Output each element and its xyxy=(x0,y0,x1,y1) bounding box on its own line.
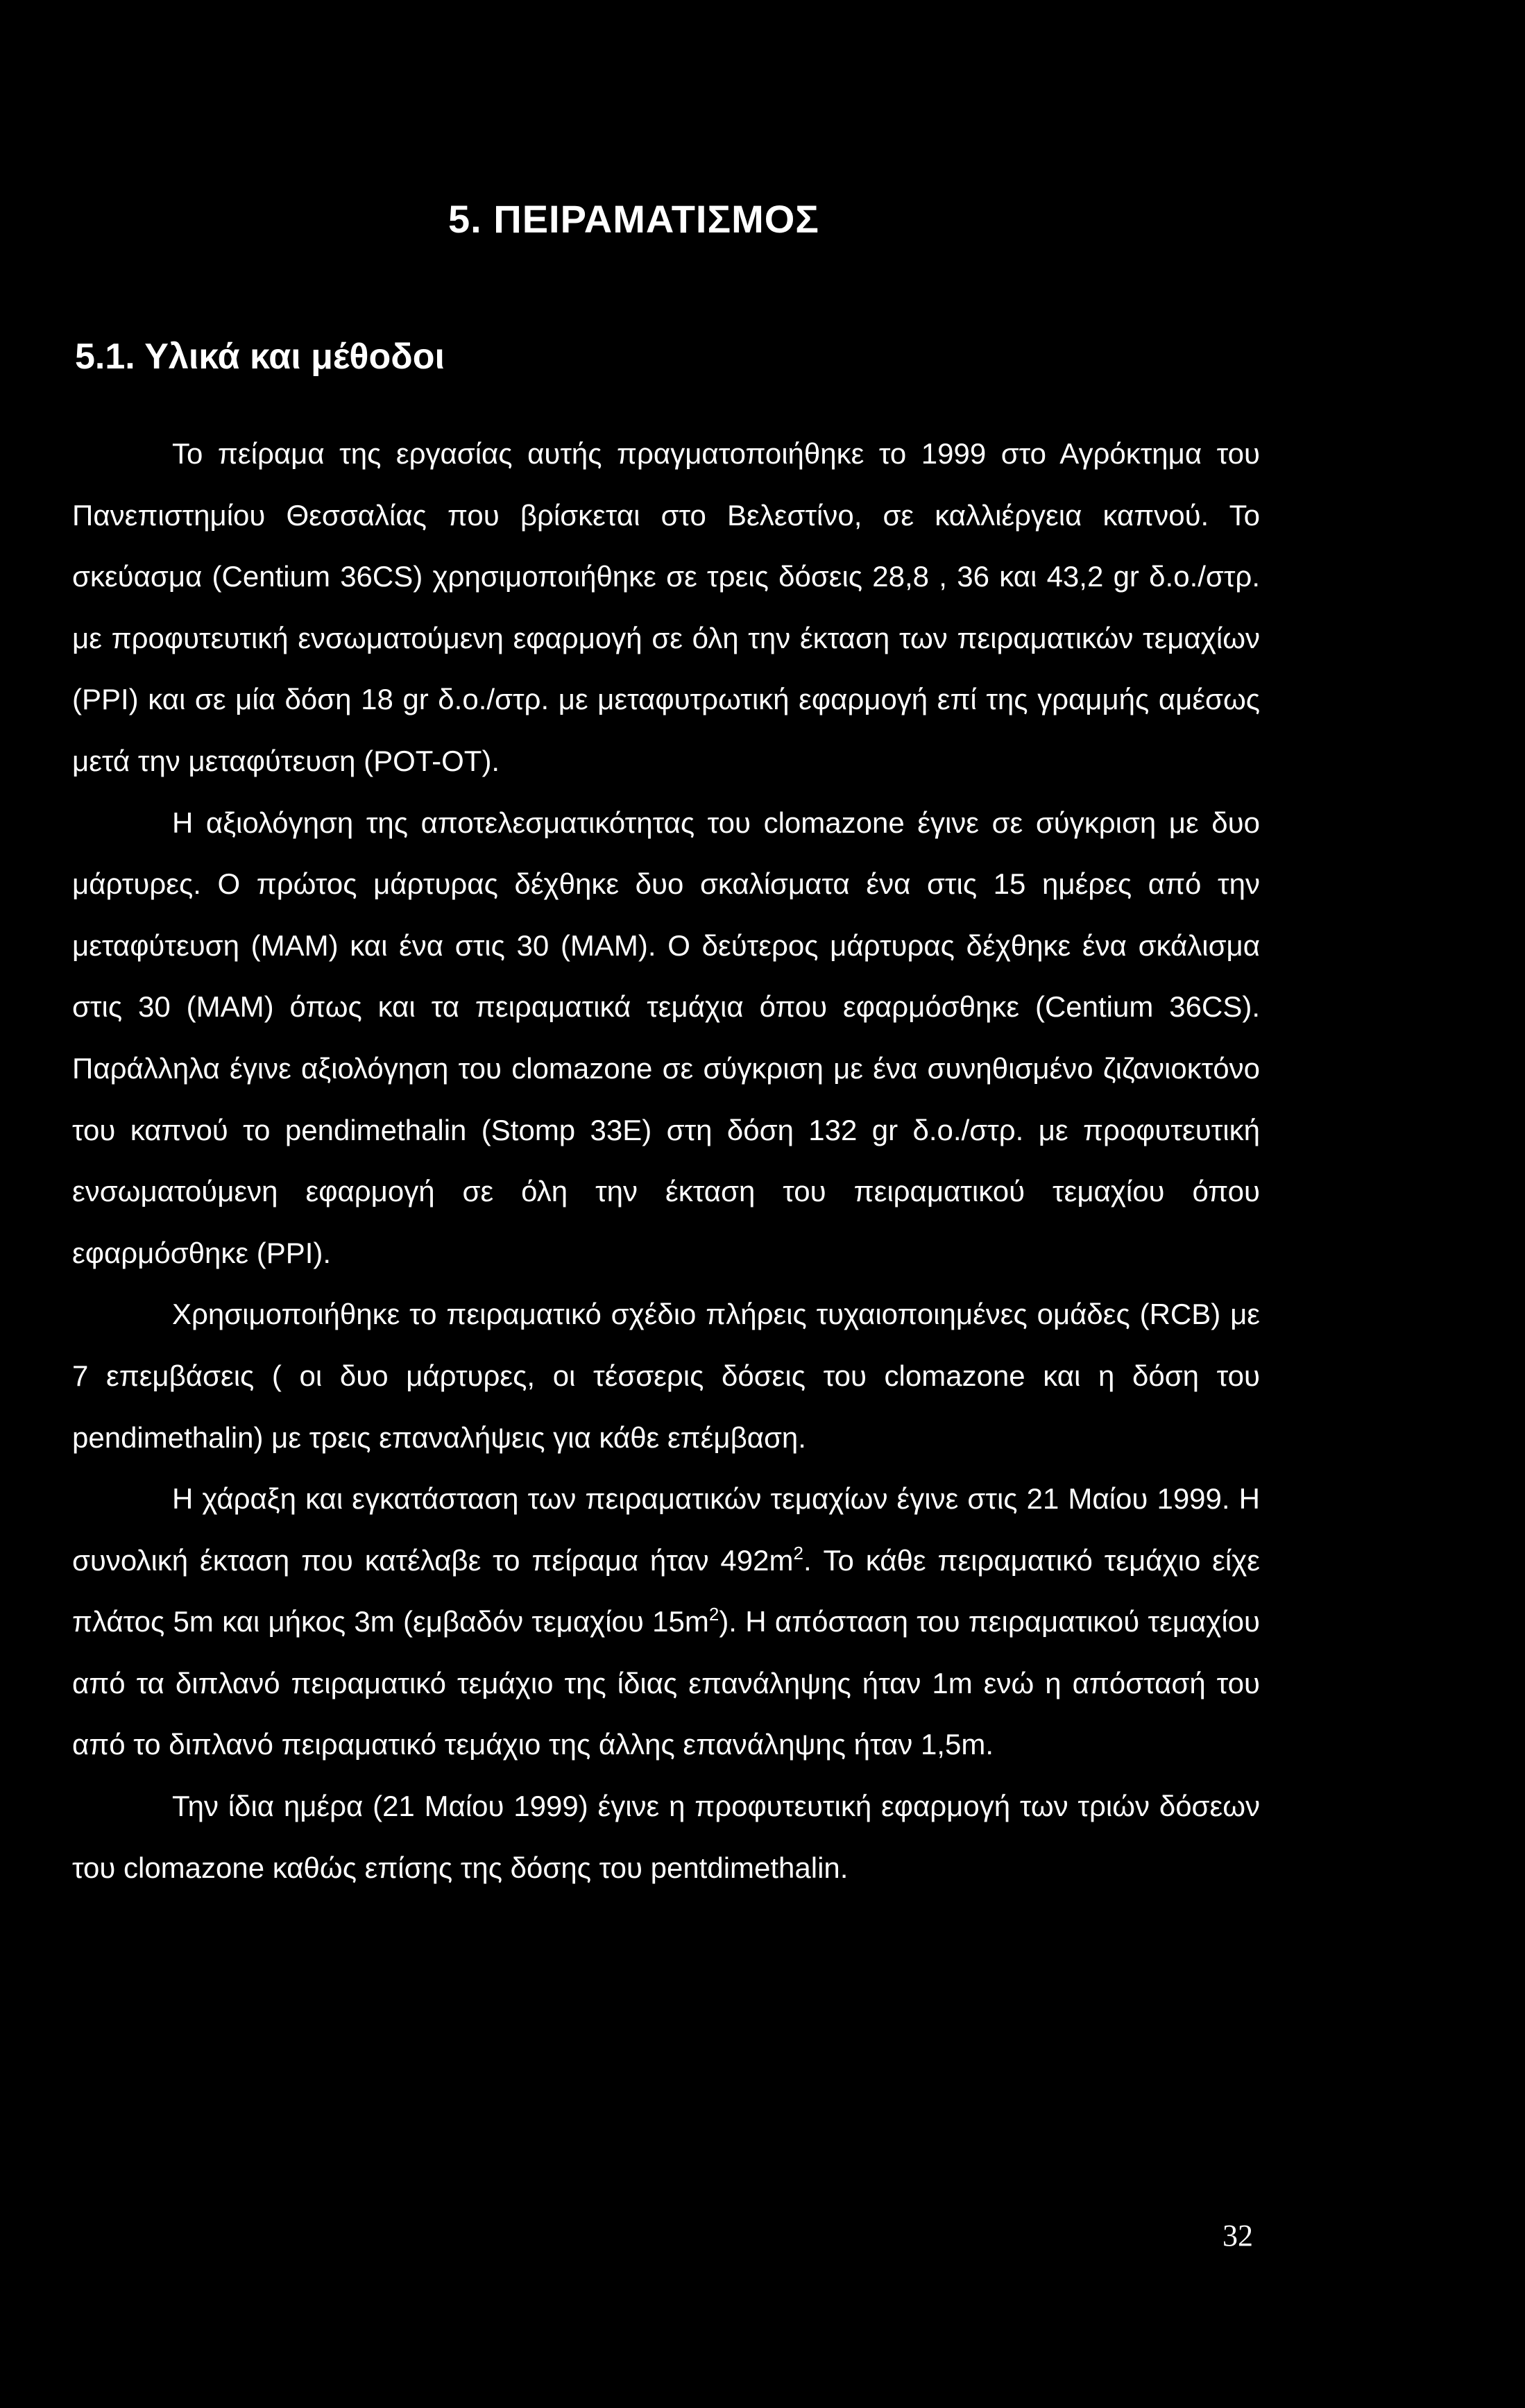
body-text xyxy=(72,423,1260,1899)
page-number: 32 xyxy=(1222,2219,1253,2253)
superscript-area-plot: 2 xyxy=(708,1604,719,1625)
paragraph-design: Χρησιμοποιήθηκε το πειραματικό σχέδιο πλήρεις τυχαιοποιημένες ομάδες (RCB) με 7 επεμβάσεις ( οι δυο μάρτυρες, οι τέσσερις δόσεις του clomazone και η δόση του pendimethalin) με τρεις επαναλήψεις για κάθε επέμβαση. xyxy=(72,1298,1260,1454)
section-title: 5.1. Υλικά και μέθοδοι xyxy=(75,337,445,377)
plots-text-part-1: Η χάραξη και εγκατάσταση των πειραματικών τεμαχίων έγινε στις 21 Μαίου 1999. Η συνολική έκταση που κατέλαβε το πείραμα ήταν 492m xyxy=(72,1482,1260,1577)
paragraph-application: Την ίδια ημέρα (21 Μαίου 1999) έγινε η προφυτευτική εφαρμογή των τριών δόσεων του clomazone καθώς επίσης της δόσης του pentdimethalin. xyxy=(72,1790,1260,1884)
plots-text-part-2: . Το κάθε πειραματικό τεμάχιο είχε πλάτος 5m και μήκος 3m (εμβαδόν τεμαχίου 15m xyxy=(72,1543,1260,1638)
paragraph-materials: Το πείραμα της εργασίας αυτής πραγματοποιήθηκε το 1999 στο Αγρόκτημα του Πανεπιστημίου Θεσσαλίας που βρίσκεται στο Βελεστίνο, σε καλλιέργεια καπνού. Το σκεύασμα (Centium 36CS) χρησιμοποιήθηκε σε τρεις δόσεις 28,8 , 36 και 43,2 gr δ.ο./στρ. με προφυτευτική ενσωματούμενη εφαρμογή σε όλη την έκταση των πειραματικών τεμαχίων (PPI) και σε μία δόση 18 gr δ.ο./στρ. με μεταφυτρωτική εφαρμογή επί της γραμμής αμέσως μετά την μεταφύτευση (POT-OT). xyxy=(72,437,1260,777)
chapter-title: 5. ΠΕΙΡΑΜΑΤΙΣΜΟΣ xyxy=(448,197,819,241)
superscript-area-total: 2 xyxy=(793,1542,803,1563)
paragraph-controls: Η αξιολόγηση της αποτελεσματικότητας του clomazone έγινε σε σύγκριση με δυο μάρτυρες. Ο πρώτος μάρτυρας δέχθηκε δυο σκαλίσματα ένα στις 15 ημέρες από την μεταφύτευση (MAM) και ένα στις 30 (MAM). Ο δεύτερος μάρτυρας δέχθηκε ένα σκάλισμα στις 30 (MAM) όπως και τα πειραματικά τεμάχια όπου εφαρμόσθηκε (Centium 36CS). Παράλληλα έγινε αξιολόγηση του clomazone σε σύγκριση με ένα συνηθισμένο ζιζανιοκτόνο του καπνού το pendimethalin (Stomp 33E) στη δόση 132 gr δ.ο./στρ. με προφυτευτική ενσωματούμενη εφαρμογή σε όλη την έκταση του πειραματικού τεμαχίου όπου εφαρμόσθηκε (PPI). xyxy=(72,806,1260,1269)
plots-text-part-3: ). Η απόσταση του πειραματικού τεμαχίου από τα διπλανό πειραματικό τεμάχιο της ίδιας επανάληψης ήταν 1m ενώ η απόστασή του από το διπλανό πειραματικό τεμάχιο της άλλης επανάληψης ήταν 1,5m. xyxy=(72,1605,1260,1761)
paragraph-plots xyxy=(72,1468,1260,1776)
